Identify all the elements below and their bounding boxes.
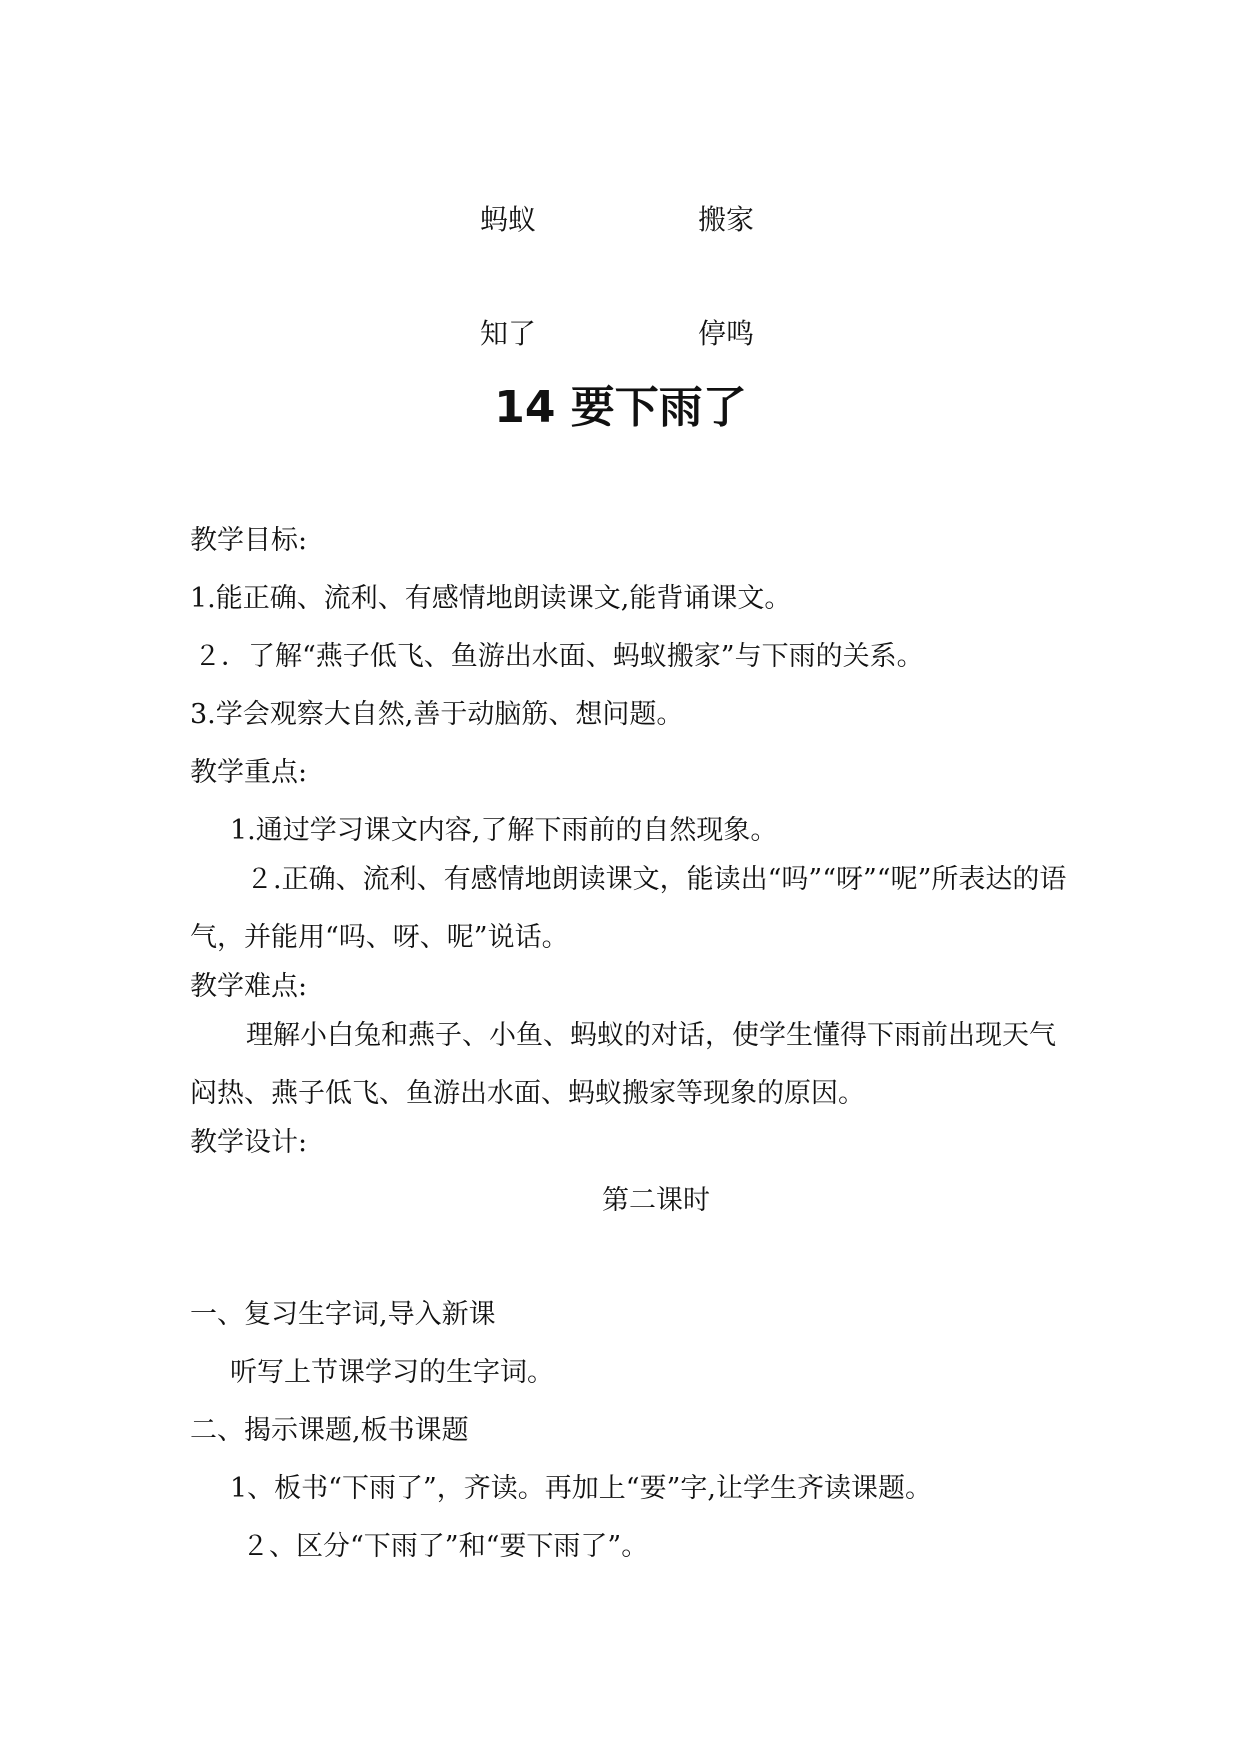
goal-item: 1.能正确、流利、有感情地朗读课文,能背诵课文。: [190, 583, 792, 614]
goals-heading: 教学目标:: [190, 525, 308, 556]
section-item: ２、区分“下雨了”和“要下雨了”。: [242, 1531, 649, 1562]
design-heading: 教学设计:: [190, 1127, 308, 1158]
lesson-plan-body: [190, 521, 1070, 1585]
section-heading: 一、复习生字词,导入新课: [190, 1299, 496, 1330]
difficulties-text: 理解小白兔和燕子、小鱼、蚂蚁的对话，使学生懂得下雨前出现天气闷热、燕子低飞、鱼游出水面、蚂蚁搬家等现象的原因。: [190, 1020, 1056, 1109]
vocab-word: 蚂蚁: [480, 203, 537, 236]
vocab-word: 搬家: [698, 203, 755, 236]
spacer: [190, 1239, 1070, 1295]
vocab-word: 停鸣: [698, 317, 755, 350]
section-item: 听写上节课学习的生字词。: [230, 1357, 554, 1388]
section-heading: 二、揭示课题,板书课题: [190, 1415, 469, 1446]
lesson-label: 第二课时: [602, 1185, 710, 1216]
key-point-item: ２.正确、流利、有感情地朗读课文，能读出“吗”“呀”“呢”所表达的语气，并能用“吗、呀、呢”说话。: [190, 864, 1067, 953]
vocab-row-2: [0, 314, 1241, 354]
vocab-row-1: [0, 200, 1241, 240]
goal-item: ２．了解“燕子低飞、鱼游出水面、蚂蚁搬家”与下雨的关系。: [194, 641, 924, 672]
key-points-heading: 教学重点:: [190, 757, 308, 788]
difficulties-heading: 教学难点:: [190, 971, 308, 1002]
goal-item: 3.学会观察大自然,善于动脑筋、想问题。: [190, 699, 684, 730]
vocab-word: 知了: [480, 317, 537, 350]
page-title: 14 要下雨了: [494, 382, 747, 433]
section-item: 1、板书“下雨了”，齐读。再加上“要”字,让学生齐读课题。: [230, 1473, 932, 1504]
key-point-item: 1.通过学习课文内容,了解下雨前的自然现象。: [230, 815, 778, 846]
